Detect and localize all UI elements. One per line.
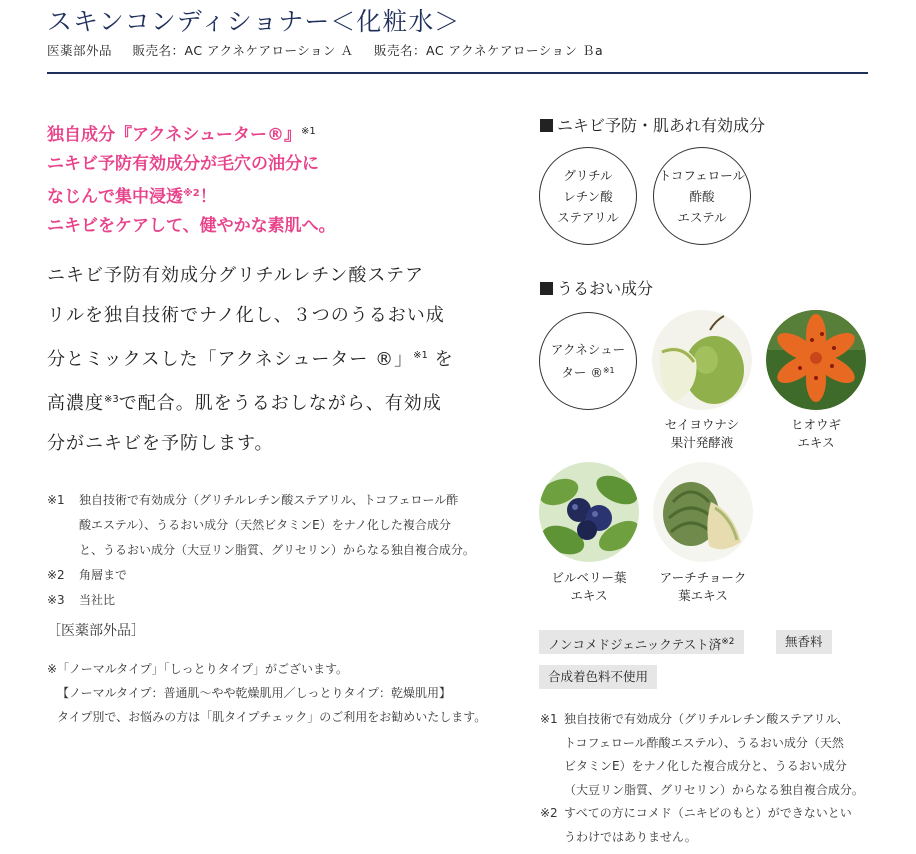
quasi-drug-label: ［医薬部外品］	[47, 623, 145, 639]
bilberry-caption: ビルベリー葉 エキス	[551, 570, 627, 603]
active-ingredients-heading: ニキビ予防・肌あれ有効成分	[540, 113, 765, 136]
footnotes	[47, 488, 475, 613]
artichoke-caption: アーチチョーク 葉エキス	[659, 570, 747, 603]
sales-name-ba: 販売名：AC アクネケアローション Ｂa	[374, 43, 604, 58]
catch-line: なじんで集中浸透$^{※2}$！	[47, 187, 217, 207]
header-divider	[47, 72, 868, 74]
artichoke-icon	[653, 462, 753, 562]
ingredient-tocopheryl-acetate: トコフェロール 酢酸 エステル	[653, 147, 751, 245]
product-info	[47, 41, 619, 59]
footnote: ※3 当社比	[47, 593, 116, 607]
category-label: 医薬部外品	[47, 43, 113, 58]
footnote: ※2 角層まで	[47, 568, 128, 582]
pear-caption: セイヨウナシ 果汁発酵液	[664, 417, 740, 450]
pear-icon	[652, 310, 752, 410]
ingredient-glycyrrhetinyl-stearate: グリチル レチン酸 ステアリル	[539, 147, 637, 245]
lily-caption: ヒオウギ エキス	[790, 417, 841, 450]
right-footnotes	[540, 708, 864, 849]
bilberry-icon	[539, 462, 639, 562]
page-title: スキンコンディショナー＜化粧水＞	[47, 7, 461, 36]
ingredient-acne-shooter: アクネシュー ター ®$^{※1}$	[539, 312, 637, 410]
lily-flower-icon	[766, 310, 866, 410]
noncomedogenic-tag: ノンコメドジェニックテスト済$^{※2}$	[539, 630, 744, 654]
fragrance-free-tag: 無香料	[776, 630, 832, 654]
footnote: ※2 すべての方にコメド（ニキビのもと）ができないとい うわけではありません。	[540, 806, 852, 844]
catch-line: ニキビをケアして、健やかな素肌へ。	[47, 216, 336, 236]
catch-copy	[47, 117, 336, 241]
sales-name-a: 販売名：AC アクネケアローション Ａ	[132, 43, 354, 58]
catch-line: ニキビ予防有効成分が毛穴の油分に	[47, 154, 319, 174]
footnote: ※1 独自技術で有効成分（グリチルレチン酸ステアリル、トコフェロール酢 酸エステル）、うるおい成分（天然ビタミンE）をナノ化した複合成分 と、うるおい成分（大豆リン脂質、グリセリン）からなる独自複合成分。	[47, 493, 475, 557]
colorant-free-tag: 合成着色料不使用	[539, 665, 657, 689]
moisturizing-ingredients-heading: うるおい成分	[540, 276, 653, 299]
description: ニキビ予防有効成分グリチルレチン酸ステア リルを独自技術でナノ化し、３つのうるおい成 分とミックスした「アクネシューター ®」$^{※1}$ を 高濃度$^{※3}$で配合。肌をうるおしながら、有効成 分がニキビを予防します。	[47, 265, 454, 454]
catch-line: 独自成分『アクネシューター®』$^{※1}$	[47, 125, 316, 145]
type-info: ※「ノーマルタイプ」「しっとりタイプ」がございます。 【ノーマルタイプ：普通肌～やや乾燥肌用／しっとりタイプ：乾燥肌用】 タイプ別で、お悩みの方は「肌タイプチェック」のご利用をお勧めいたします。	[47, 662, 487, 724]
footnote: ※1 独自技術で有効成分（グリチルレチン酸ステアリル、 トコフェロール酢酸エステル）、うるおい成分（天然 ビタミンE）をナノ化した複合成分と、うるおい成分 （大豆リン脂質、グリセリン）からなる独自複合成分。	[540, 712, 864, 797]
